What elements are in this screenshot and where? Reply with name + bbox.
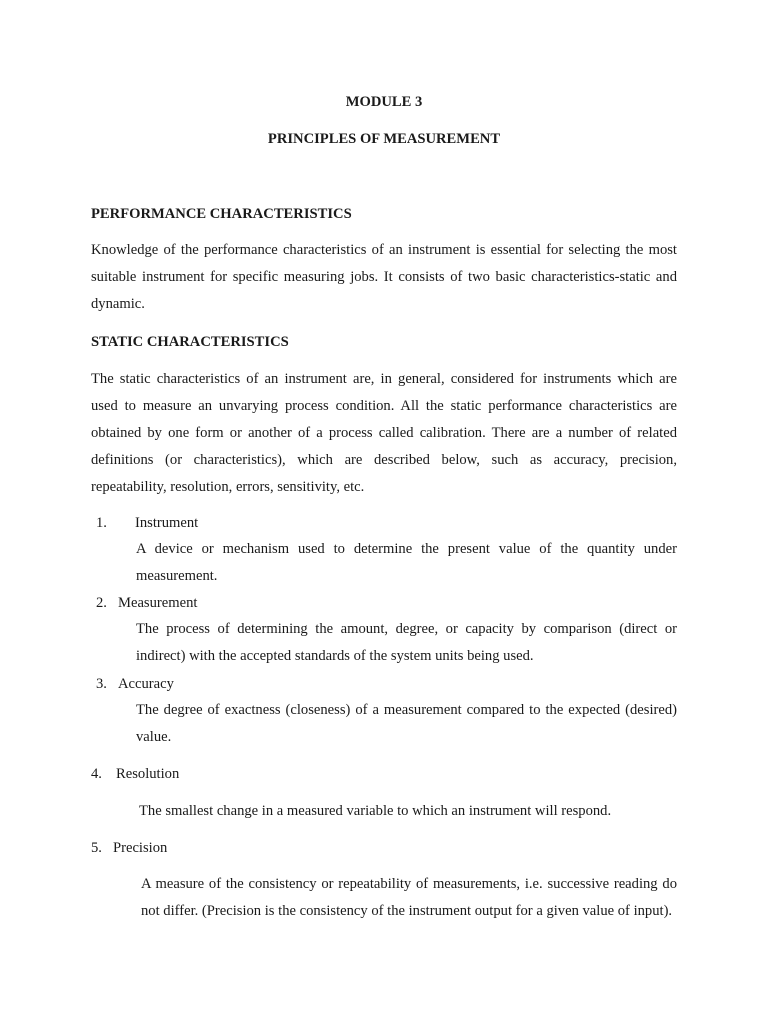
paragraph-line: The static characteristics of an instrument are, in general, considered for instruments which are	[91, 371, 677, 387]
list-item-number: 5.	[91, 840, 102, 856]
definition-line: not differ. (Precision is the consistency of the instrument output for a given value of input).	[141, 903, 673, 919]
definition-line: A device or mechanism used to determine the present value of the quantity under	[136, 541, 677, 557]
paragraph-line: suitable instrument for specific measuring jobs. It consists of two basic characteristics-static and	[91, 269, 677, 285]
list-item-definition	[136, 616, 677, 670]
list-item-definition	[141, 871, 677, 925]
list-item-term: Accuracy	[118, 676, 174, 692]
paragraph-line: repeatability, resolution, errors, sensitivity, etc.	[91, 479, 365, 495]
definition-line: The degree of exactness (closeness) of a measurement compared to the expected (desired)	[136, 702, 677, 718]
list-item-number: 1.	[96, 515, 107, 531]
paragraph-line: definitions (or characteristics), which are described below, such as accuracy, precision,	[91, 452, 677, 468]
performance-heading: PERFORMANCE CHARACTERISTICS	[91, 206, 352, 222]
definition-line: The process of determining the amount, degree, or capacity by comparison (direct or	[136, 621, 677, 637]
paragraph-line: Knowledge of the performance characteristics of an instrument is essential for selecting the most	[91, 242, 677, 258]
list-item-number: 4.	[91, 766, 102, 782]
definition-line: value.	[136, 729, 172, 745]
performance-paragraph	[91, 237, 677, 318]
module-title: MODULE 3	[345, 94, 423, 110]
paragraph-line: dynamic.	[91, 296, 145, 312]
list-item-definition: The smallest change in a measured variable to which an instrument will respond.	[139, 803, 612, 819]
list-item-term: Precision	[113, 840, 168, 856]
static-heading: STATIC CHARACTERISTICS	[91, 334, 289, 350]
list-item-definition	[136, 536, 677, 590]
list-item-number: 3.	[96, 676, 107, 692]
definition-line: measurement.	[136, 568, 218, 584]
static-paragraph	[91, 366, 677, 501]
paragraph-line: used to measure an unvarying process condition. All the static performance characteristics are	[91, 398, 677, 414]
definition-line: indirect) with the accepted standards of the system units being used.	[136, 648, 534, 664]
list-item-term: Measurement	[118, 595, 198, 611]
definition-line: A measure of the consistency or repeatability of measurements, i.e. successive reading do	[141, 876, 677, 892]
list-item-term: Resolution	[116, 766, 180, 782]
paragraph-line: obtained by one form or another of a process called calibration. There are a number of related	[91, 425, 677, 441]
list-item-number: 2.	[96, 595, 107, 611]
list-item-definition	[136, 697, 677, 751]
list-item-term: Instrument	[135, 515, 199, 531]
module-subtitle: PRINCIPLES OF MEASUREMENT	[267, 131, 501, 147]
